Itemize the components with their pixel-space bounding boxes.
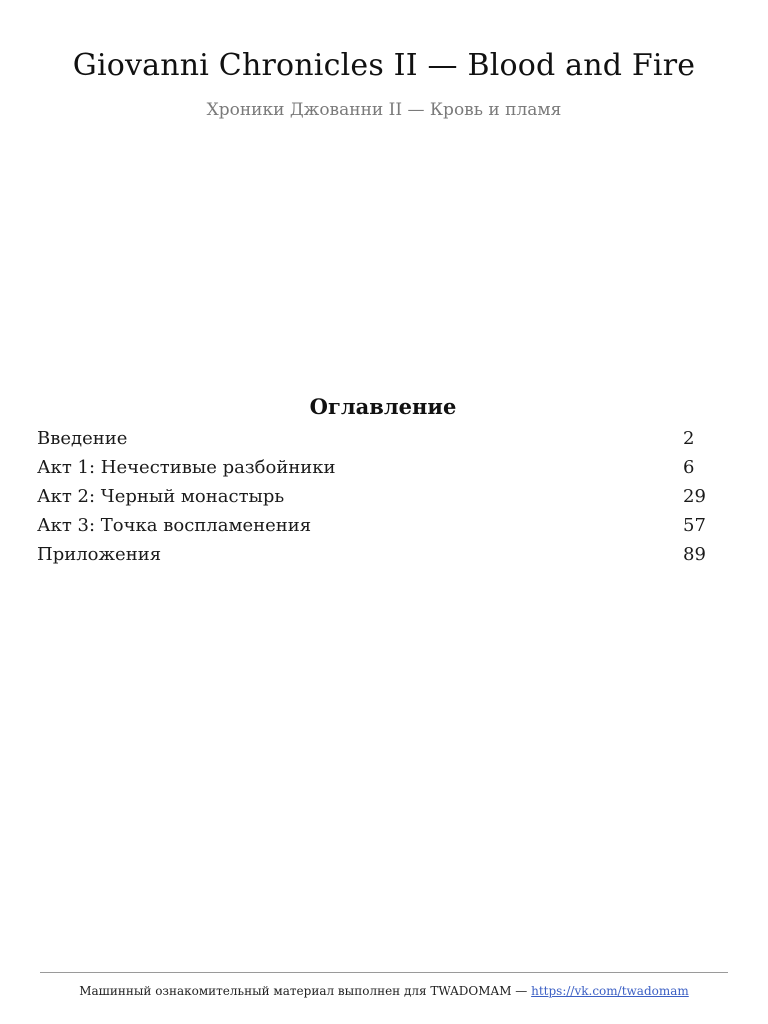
toc-entry-page-number: 29: [683, 486, 706, 507]
toc-entry-title: Приложения: [37, 544, 162, 565]
toc-entry-act-3[interactable]: [37, 511, 713, 540]
toc-entry-page-number: 89: [683, 544, 706, 565]
toc-entry-introduction[interactable]: [37, 424, 713, 453]
toc-entry-page-number: 2: [683, 428, 695, 449]
toc-entry-title: Акт 3: Точка воспламенения: [37, 515, 312, 536]
footer-link[interactable]: https://vk.com/twadomam: [531, 984, 689, 998]
toc-entry-title: Акт 1: Нечестивые разбойники: [37, 457, 336, 478]
page-subtitle: Хроники Джованни II — Кровь и пламя: [206, 100, 562, 120]
toc-entry-title: Введение: [37, 428, 128, 449]
toc-entry-page-number: 6: [683, 457, 695, 478]
toc-entry-appendices[interactable]: [37, 540, 713, 569]
toc-heading: Оглавление: [309, 394, 457, 419]
footer-text: Машинный ознакомительный материал выполнен для TWADOMAM —: [79, 984, 532, 998]
table-of-contents: [37, 424, 713, 569]
page-footer: [0, 984, 768, 998]
page-title: Giovanni Chronicles II — Blood and Fire: [72, 48, 696, 83]
toc-entry-page-number: 57: [683, 515, 706, 536]
toc-entry-title: Акт 2: Черный монастырь: [37, 486, 285, 507]
toc-entry-act-2[interactable]: [37, 482, 713, 511]
toc-entry-act-1[interactable]: [37, 453, 713, 482]
footer-divider: [40, 972, 728, 973]
